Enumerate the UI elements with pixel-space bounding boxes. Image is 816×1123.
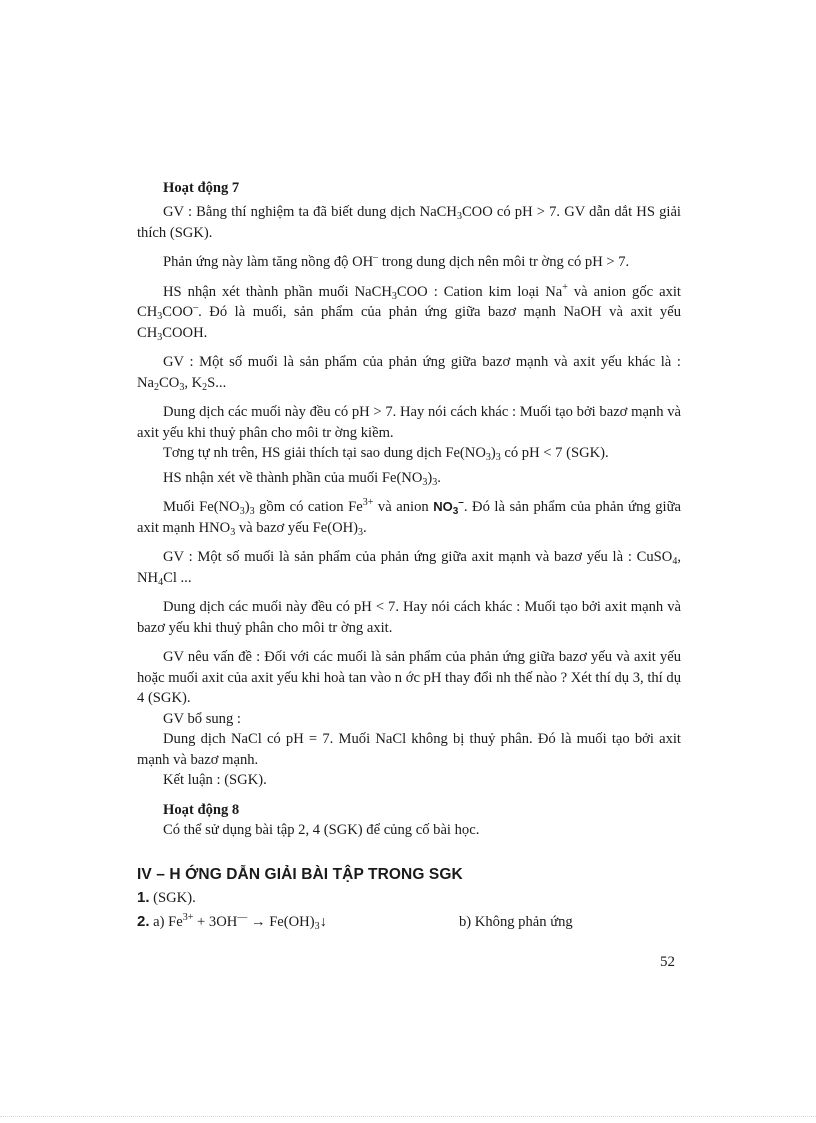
paragraph-12: GV bổ sung :	[163, 710, 241, 727]
nitrate-formula: $NO_3^-$	[433, 497, 464, 517]
paragraph-10: Dung dịch các muối này đều có pH < 7. Hay nói cách khác : Muối tạo bởi axit mạnh và bazơ yếu khi thuỷ phân cho môi tr ờng axit.	[137, 599, 681, 636]
paragraph-9: GV : Một số muối là sản phẩm của phản ứng giữa axit mạnh và bazơ yếu là : CuSO$_4$, $NH_4Cl$ ...	[137, 549, 681, 588]
paragraph-11: GV nêu vấn đề : Đối với các muối là sản phẩm của phản ứng giữa bazơ yếu và axit yếu hoặc muối axit của axit yếu khi hoà tan vào n ớc pH thay đổi nh thế nào ? Xét thí dụ 3, thí dụ 4 (SGK).	[137, 649, 681, 706]
page-number: 52	[660, 954, 675, 970]
section-heading: IV – H ỚNG DẪN GIẢI BÀI TẬP TRONG SGK	[137, 866, 463, 883]
answer-2: 2. a) $Fe^{3+} + 3OH^—$ → $Fe(OH)_3↓$ b) Không phản ứng	[137, 912, 573, 932]
page-content	[137, 178, 681, 934]
paragraph-8: Muối $Fe(NO_3)_3$ gồm có cation $Fe^{3+}$ và anion $NO_3^-$. Đó là sản phẩm của phản ứng giữa axit mạnh $HNO_3$ và bazơ yếu $Fe(OH)_3$.	[137, 497, 681, 538]
paragraph-7: HS nhận xét về thành phần của muối $Fe(NO_3)_3$.	[163, 469, 441, 488]
paragraph-3: HS nhận xét thành phần muối NaCH$_3$COO : Cation kim loại Na+ và anion gốc axit $CH_3COO^-$. Đó là muối, sản phẩm của phản ứng giữa bazơ mạnh NaOH và axit yếu $CH_3COOH$.	[137, 281, 681, 343]
paragraph-6: Tơng tự nh trên, HS giải thích tại sao dung dịch $Fe(NO_3)_3$ có pH < 7 (SGK).	[163, 445, 609, 463]
answer-2b: b) Không phản ứng	[459, 914, 573, 930]
paragraph-14: Kết luận : (SGK).	[163, 772, 267, 788]
heading-hoat-dong-7: Hoạt động 7	[163, 180, 240, 196]
paragraph-13: Dung dịch NaCl có pH = 7. Muối NaCl không bị thuỷ phân. Đó là muối tạo bởi axit mạnh và bazơ mạnh.	[137, 731, 681, 768]
bottom-dotted-border	[0, 1116, 816, 1118]
paragraph-5: Dung dịch các muối này đều có pH > 7. Hay nói cách khác : Muối tạo bởi bazơ mạnh và axit yếu khi thuỷ phân cho môi tr ờng kiềm.	[137, 404, 681, 441]
answer-1: 1. (SGK).	[137, 889, 196, 906]
paragraph-2: Phản ứng này làm tăng nồng độ OH– trong dung dịch nên môi tr ờng có pH > 7.	[163, 252, 630, 270]
paragraph-15: Có thể sử dụng bài tập 2, 4 (SGK) để củng cố bài học.	[163, 821, 480, 838]
paragraph-4: GV : Một số muối là sản phẩm của phản ứng giữa bazơ mạnh và axit yếu khác là : $Na_2CO_3$, $K_2S$...	[137, 354, 681, 393]
heading-hoat-dong-8: Hoạt động 8	[163, 801, 240, 818]
paragraph-1: GV : Bằng thí nghiệm ta đã biết dung dịch NaCH$_3$COO có pH > 7. GV dẫn dắt HS giải thích (SGK).	[137, 204, 681, 241]
